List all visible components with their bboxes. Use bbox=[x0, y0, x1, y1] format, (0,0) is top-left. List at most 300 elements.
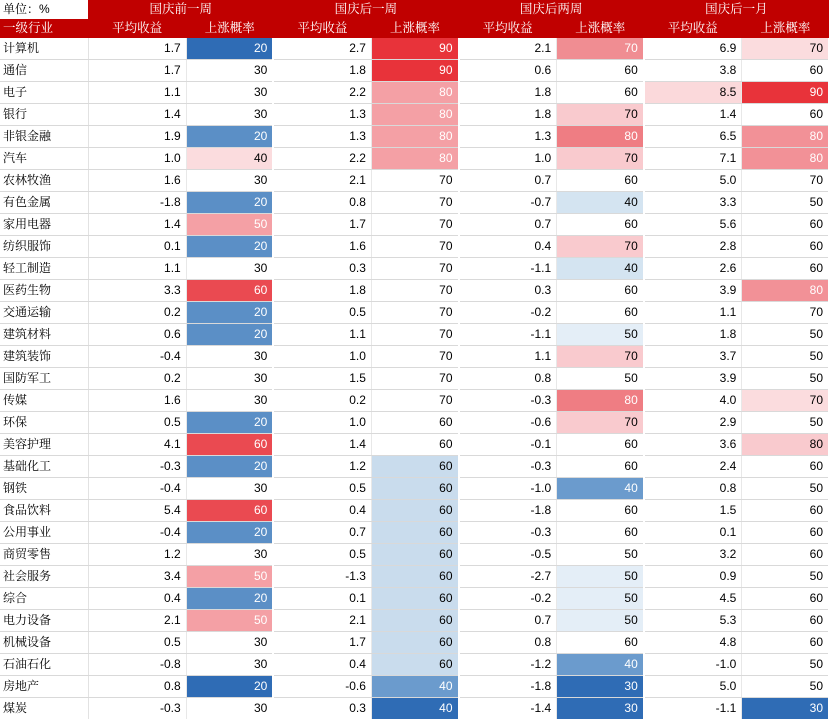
prob-cell: 60 bbox=[557, 632, 644, 654]
value-cell: -0.2 bbox=[459, 302, 557, 324]
prob-cell: 70 bbox=[557, 104, 644, 126]
industry-name: 医药生物 bbox=[0, 280, 88, 302]
group-title-2: 国庆后两周 bbox=[459, 0, 644, 19]
prob-cell: 30 bbox=[742, 698, 829, 719]
value-cell: 0.5 bbox=[273, 544, 371, 566]
prob-cell: 30 bbox=[186, 82, 273, 104]
value-cell: 1.5 bbox=[644, 500, 742, 522]
prob-cell: 60 bbox=[557, 82, 644, 104]
value-cell: 0.7 bbox=[459, 214, 557, 236]
prob-cell: 60 bbox=[742, 456, 829, 478]
value-cell: 0.2 bbox=[88, 368, 186, 390]
prob-cell: 30 bbox=[186, 258, 273, 280]
value-cell: 1.2 bbox=[88, 544, 186, 566]
value-cell: 0.4 bbox=[88, 588, 186, 610]
industry-name: 轻工制造 bbox=[0, 258, 88, 280]
value-cell: -0.3 bbox=[459, 390, 557, 412]
value-cell: 3.2 bbox=[644, 544, 742, 566]
value-cell: 1.8 bbox=[459, 82, 557, 104]
value-cell: 1.8 bbox=[459, 104, 557, 126]
prob-cell: 60 bbox=[742, 610, 829, 632]
value-cell: -1.2 bbox=[459, 654, 557, 676]
value-cell: -0.3 bbox=[459, 456, 557, 478]
table-row bbox=[0, 390, 829, 412]
prob-cell: 30 bbox=[186, 170, 273, 192]
industry-name: 计算机 bbox=[0, 38, 88, 60]
prob-cell: 70 bbox=[371, 170, 458, 192]
industry-name: 钢铁 bbox=[0, 478, 88, 500]
value-cell: 5.0 bbox=[644, 170, 742, 192]
value-cell: 3.3 bbox=[88, 280, 186, 302]
industry-name: 煤炭 bbox=[0, 698, 88, 719]
industry-name: 石油石化 bbox=[0, 654, 88, 676]
value-cell: -1.4 bbox=[459, 698, 557, 719]
industry-name: 国防军工 bbox=[0, 368, 88, 390]
value-cell: -1.0 bbox=[459, 478, 557, 500]
value-cell: 1.4 bbox=[88, 214, 186, 236]
prob-cell: 60 bbox=[371, 434, 458, 456]
value-cell: -0.2 bbox=[459, 588, 557, 610]
prob-cell: 60 bbox=[557, 280, 644, 302]
prob-cell: 70 bbox=[742, 38, 829, 60]
value-cell: 4.5 bbox=[644, 588, 742, 610]
prob-cell: 20 bbox=[186, 676, 273, 698]
value-cell: 3.6 bbox=[644, 434, 742, 456]
table-row bbox=[0, 698, 829, 719]
unit-label: 单位：% bbox=[0, 0, 88, 19]
value-cell: 0.4 bbox=[273, 500, 371, 522]
value-cell: -0.1 bbox=[459, 434, 557, 456]
table-row bbox=[0, 126, 829, 148]
value-cell: 0.5 bbox=[273, 302, 371, 324]
prob-cell: 20 bbox=[186, 324, 273, 346]
value-cell: 0.5 bbox=[273, 478, 371, 500]
value-cell: 1.4 bbox=[88, 104, 186, 126]
prob-cell: 70 bbox=[742, 170, 829, 192]
value-cell: 7.1 bbox=[644, 148, 742, 170]
table-row bbox=[0, 412, 829, 434]
prob-cell: 60 bbox=[742, 588, 829, 610]
prob-cell: 40 bbox=[557, 192, 644, 214]
industry-name: 公用事业 bbox=[0, 522, 88, 544]
value-cell: 5.0 bbox=[644, 676, 742, 698]
prob-cell: 70 bbox=[371, 236, 458, 258]
prob-cell: 50 bbox=[557, 544, 644, 566]
prob-cell: 40 bbox=[371, 698, 458, 719]
group-title-0: 国庆前一周 bbox=[88, 0, 273, 19]
value-cell: 0.8 bbox=[88, 676, 186, 698]
value-cell: -0.4 bbox=[88, 522, 186, 544]
value-cell: 1.4 bbox=[644, 104, 742, 126]
value-cell: -1.1 bbox=[459, 324, 557, 346]
table-row bbox=[0, 478, 829, 500]
table-row bbox=[0, 346, 829, 368]
prob-cell: 60 bbox=[742, 104, 829, 126]
table-row bbox=[0, 302, 829, 324]
prob-cell: 60 bbox=[557, 170, 644, 192]
prob-cell: 60 bbox=[742, 60, 829, 82]
value-cell: 3.9 bbox=[644, 368, 742, 390]
table-row bbox=[0, 104, 829, 126]
prob-cell: 50 bbox=[742, 566, 829, 588]
value-cell: 3.7 bbox=[644, 346, 742, 368]
prob-cell: 50 bbox=[742, 412, 829, 434]
value-cell: 0.8 bbox=[459, 632, 557, 654]
prob-cell: 80 bbox=[371, 82, 458, 104]
industry-name: 汽车 bbox=[0, 148, 88, 170]
column-header-industry: 一级行业 bbox=[0, 19, 88, 38]
value-cell: 5.4 bbox=[88, 500, 186, 522]
prob-cell: 90 bbox=[371, 38, 458, 60]
prob-cell: 70 bbox=[371, 324, 458, 346]
value-cell: 6.5 bbox=[644, 126, 742, 148]
prob-cell: 70 bbox=[742, 302, 829, 324]
table-row bbox=[0, 500, 829, 522]
value-cell: 0.8 bbox=[644, 478, 742, 500]
prob-cell: 60 bbox=[371, 478, 458, 500]
value-cell: 0.2 bbox=[273, 390, 371, 412]
prob-cell: 50 bbox=[186, 566, 273, 588]
value-cell: 0.6 bbox=[459, 60, 557, 82]
value-cell: 0.5 bbox=[88, 412, 186, 434]
industry-name: 传媒 bbox=[0, 390, 88, 412]
value-cell: 1.1 bbox=[644, 302, 742, 324]
value-cell: 0.1 bbox=[644, 522, 742, 544]
table-row bbox=[0, 38, 829, 60]
value-cell: -1.1 bbox=[644, 698, 742, 719]
value-cell: 1.6 bbox=[88, 390, 186, 412]
prob-cell: 60 bbox=[557, 302, 644, 324]
prob-cell: 60 bbox=[371, 456, 458, 478]
table-row bbox=[0, 280, 829, 302]
prob-cell: 50 bbox=[742, 478, 829, 500]
value-cell: -0.6 bbox=[273, 676, 371, 698]
prob-cell: 50 bbox=[742, 676, 829, 698]
group-title-1: 国庆后一周 bbox=[273, 0, 458, 19]
table-row bbox=[0, 522, 829, 544]
prob-cell: 60 bbox=[371, 610, 458, 632]
prob-cell: 70 bbox=[371, 302, 458, 324]
prob-cell: 30 bbox=[186, 632, 273, 654]
value-cell: 0.3 bbox=[273, 698, 371, 719]
column-header-prob-1: 上涨概率 bbox=[371, 19, 458, 38]
prob-cell: 50 bbox=[742, 192, 829, 214]
value-cell: 0.2 bbox=[88, 302, 186, 324]
prob-cell: 70 bbox=[557, 148, 644, 170]
value-cell: 1.6 bbox=[273, 236, 371, 258]
table-row bbox=[0, 60, 829, 82]
prob-cell: 80 bbox=[557, 126, 644, 148]
value-cell: 1.6 bbox=[88, 170, 186, 192]
column-header-prob-2: 上涨概率 bbox=[557, 19, 644, 38]
value-cell: 2.1 bbox=[273, 170, 371, 192]
value-cell: 1.4 bbox=[273, 434, 371, 456]
value-cell: -0.7 bbox=[459, 192, 557, 214]
prob-cell: 20 bbox=[186, 412, 273, 434]
table-row bbox=[0, 148, 829, 170]
value-cell: -0.5 bbox=[459, 544, 557, 566]
value-cell: -0.8 bbox=[88, 654, 186, 676]
value-cell: 1.1 bbox=[88, 258, 186, 280]
prob-cell: 70 bbox=[371, 280, 458, 302]
prob-cell: 30 bbox=[186, 478, 273, 500]
prob-cell: 50 bbox=[557, 610, 644, 632]
value-cell: 2.2 bbox=[273, 82, 371, 104]
prob-cell: 20 bbox=[186, 522, 273, 544]
prob-cell: 30 bbox=[186, 346, 273, 368]
prob-cell: 50 bbox=[186, 610, 273, 632]
prob-cell: 70 bbox=[557, 346, 644, 368]
prob-cell: 60 bbox=[371, 632, 458, 654]
value-cell: 0.5 bbox=[88, 632, 186, 654]
table-row bbox=[0, 170, 829, 192]
prob-cell: 80 bbox=[557, 390, 644, 412]
prob-cell: 60 bbox=[742, 236, 829, 258]
value-cell: 1.2 bbox=[273, 456, 371, 478]
prob-cell: 60 bbox=[186, 434, 273, 456]
table-body bbox=[0, 38, 829, 719]
prob-cell: 30 bbox=[186, 390, 273, 412]
value-cell: 3.9 bbox=[644, 280, 742, 302]
prob-cell: 40 bbox=[557, 258, 644, 280]
value-cell: 1.7 bbox=[273, 214, 371, 236]
value-cell: 1.5 bbox=[273, 368, 371, 390]
prob-cell: 20 bbox=[186, 302, 273, 324]
prob-cell: 70 bbox=[742, 390, 829, 412]
prob-cell: 50 bbox=[557, 368, 644, 390]
value-cell: 0.3 bbox=[459, 280, 557, 302]
value-cell: 2.7 bbox=[273, 38, 371, 60]
value-cell: 0.8 bbox=[273, 192, 371, 214]
industry-name: 交通运输 bbox=[0, 302, 88, 324]
table-row bbox=[0, 214, 829, 236]
value-cell: 0.7 bbox=[459, 170, 557, 192]
industry-name: 基础化工 bbox=[0, 456, 88, 478]
prob-cell: 50 bbox=[557, 588, 644, 610]
group-title-3: 国庆后一月 bbox=[644, 0, 829, 19]
value-cell: -1.8 bbox=[88, 192, 186, 214]
value-cell: 1.3 bbox=[459, 126, 557, 148]
industry-name: 机械设备 bbox=[0, 632, 88, 654]
value-cell: -0.3 bbox=[88, 456, 186, 478]
prob-cell: 60 bbox=[742, 214, 829, 236]
prob-cell: 20 bbox=[186, 126, 273, 148]
value-cell: 0.8 bbox=[459, 368, 557, 390]
value-cell: -0.6 bbox=[459, 412, 557, 434]
value-cell: 1.9 bbox=[88, 126, 186, 148]
column-header-row bbox=[0, 19, 829, 38]
column-header-value-2: 平均收益 bbox=[459, 19, 557, 38]
value-cell: 6.9 bbox=[644, 38, 742, 60]
group-header-row bbox=[0, 0, 829, 19]
prob-cell: 60 bbox=[371, 566, 458, 588]
value-cell: -0.3 bbox=[88, 698, 186, 719]
industry-name: 纺织服饰 bbox=[0, 236, 88, 258]
prob-cell: 90 bbox=[742, 82, 829, 104]
industry-name: 电子 bbox=[0, 82, 88, 104]
value-cell: 4.0 bbox=[644, 390, 742, 412]
value-cell: 1.1 bbox=[273, 324, 371, 346]
prob-cell: 60 bbox=[742, 632, 829, 654]
table-row bbox=[0, 192, 829, 214]
value-cell: -1.1 bbox=[459, 258, 557, 280]
value-cell: 0.1 bbox=[88, 236, 186, 258]
prob-cell: 70 bbox=[371, 258, 458, 280]
prob-cell: 30 bbox=[186, 368, 273, 390]
industry-name: 综合 bbox=[0, 588, 88, 610]
value-cell: 2.1 bbox=[273, 610, 371, 632]
value-cell: -2.7 bbox=[459, 566, 557, 588]
value-cell: 1.7 bbox=[88, 60, 186, 82]
value-cell: 1.8 bbox=[273, 280, 371, 302]
prob-cell: 20 bbox=[186, 38, 273, 60]
prob-cell: 50 bbox=[186, 214, 273, 236]
value-cell: 2.9 bbox=[644, 412, 742, 434]
prob-cell: 60 bbox=[742, 258, 829, 280]
value-cell: 3.3 bbox=[644, 192, 742, 214]
table-row bbox=[0, 566, 829, 588]
value-cell: 1.8 bbox=[273, 60, 371, 82]
industry-name: 商贸零售 bbox=[0, 544, 88, 566]
prob-cell: 20 bbox=[186, 192, 273, 214]
value-cell: -0.4 bbox=[88, 346, 186, 368]
value-cell: 0.6 bbox=[88, 324, 186, 346]
column-header-prob-0: 上涨概率 bbox=[186, 19, 273, 38]
table-row bbox=[0, 82, 829, 104]
table-row bbox=[0, 258, 829, 280]
value-cell: 3.8 bbox=[644, 60, 742, 82]
industry-name: 建筑材料 bbox=[0, 324, 88, 346]
value-cell: 2.1 bbox=[459, 38, 557, 60]
table-row bbox=[0, 676, 829, 698]
industry-name: 食品饮料 bbox=[0, 500, 88, 522]
value-cell: 1.0 bbox=[273, 346, 371, 368]
value-cell: 2.4 bbox=[644, 456, 742, 478]
prob-cell: 60 bbox=[742, 522, 829, 544]
prob-cell: 80 bbox=[742, 148, 829, 170]
value-cell: 1.3 bbox=[273, 126, 371, 148]
prob-cell: 70 bbox=[371, 214, 458, 236]
value-cell: -0.4 bbox=[88, 478, 186, 500]
prob-cell: 70 bbox=[371, 368, 458, 390]
prob-cell: 20 bbox=[186, 588, 273, 610]
industry-name: 通信 bbox=[0, 60, 88, 82]
table-row bbox=[0, 434, 829, 456]
prob-cell: 70 bbox=[371, 192, 458, 214]
prob-cell: 60 bbox=[557, 60, 644, 82]
value-cell: 2.1 bbox=[88, 610, 186, 632]
prob-cell: 80 bbox=[371, 148, 458, 170]
value-cell: 1.7 bbox=[88, 38, 186, 60]
prob-cell: 60 bbox=[557, 500, 644, 522]
table-row bbox=[0, 324, 829, 346]
industry-name: 银行 bbox=[0, 104, 88, 126]
prob-cell: 60 bbox=[742, 544, 829, 566]
prob-cell: 60 bbox=[557, 522, 644, 544]
prob-cell: 70 bbox=[557, 412, 644, 434]
value-cell: 0.9 bbox=[644, 566, 742, 588]
industry-name: 美容护理 bbox=[0, 434, 88, 456]
table-row bbox=[0, 610, 829, 632]
value-cell: 1.0 bbox=[273, 412, 371, 434]
column-header-value-0: 平均收益 bbox=[88, 19, 186, 38]
prob-cell: 50 bbox=[742, 654, 829, 676]
prob-cell: 70 bbox=[371, 346, 458, 368]
industry-name: 社会服务 bbox=[0, 566, 88, 588]
industry-name: 环保 bbox=[0, 412, 88, 434]
prob-cell: 60 bbox=[557, 214, 644, 236]
prob-cell: 70 bbox=[557, 236, 644, 258]
value-cell: 1.3 bbox=[273, 104, 371, 126]
value-cell: 2.8 bbox=[644, 236, 742, 258]
column-header-value-3: 平均收益 bbox=[644, 19, 742, 38]
prob-cell: 50 bbox=[742, 368, 829, 390]
industry-name: 有色金属 bbox=[0, 192, 88, 214]
column-header-value-1: 平均收益 bbox=[273, 19, 371, 38]
prob-cell: 70 bbox=[371, 390, 458, 412]
prob-cell: 60 bbox=[186, 280, 273, 302]
value-cell: 1.7 bbox=[273, 632, 371, 654]
prob-cell: 60 bbox=[186, 500, 273, 522]
prob-cell: 40 bbox=[371, 676, 458, 698]
table-row bbox=[0, 632, 829, 654]
prob-cell: 60 bbox=[557, 434, 644, 456]
prob-cell: 30 bbox=[557, 676, 644, 698]
value-cell: 0.4 bbox=[273, 654, 371, 676]
table-row bbox=[0, 544, 829, 566]
value-cell: -0.3 bbox=[459, 522, 557, 544]
prob-cell: 60 bbox=[371, 412, 458, 434]
industry-name: 房地产 bbox=[0, 676, 88, 698]
prob-cell: 60 bbox=[557, 456, 644, 478]
value-cell: -1.0 bbox=[644, 654, 742, 676]
industry-name: 非银金融 bbox=[0, 126, 88, 148]
value-cell: -1.8 bbox=[459, 500, 557, 522]
prob-cell: 20 bbox=[186, 236, 273, 258]
prob-cell: 20 bbox=[186, 456, 273, 478]
column-header-prob-3: 上涨概率 bbox=[742, 19, 829, 38]
value-cell: 0.7 bbox=[273, 522, 371, 544]
value-cell: 0.3 bbox=[273, 258, 371, 280]
value-cell: -1.8 bbox=[459, 676, 557, 698]
industry-name: 农林牧渔 bbox=[0, 170, 88, 192]
prob-cell: 60 bbox=[371, 522, 458, 544]
value-cell: 1.0 bbox=[459, 148, 557, 170]
value-cell: 0.4 bbox=[459, 236, 557, 258]
value-cell: 1.8 bbox=[644, 324, 742, 346]
table-row bbox=[0, 236, 829, 258]
value-cell: 3.4 bbox=[88, 566, 186, 588]
table-row bbox=[0, 368, 829, 390]
table-row bbox=[0, 654, 829, 676]
industry-name: 家用电器 bbox=[0, 214, 88, 236]
prob-cell: 80 bbox=[742, 434, 829, 456]
value-cell: 4.8 bbox=[644, 632, 742, 654]
value-cell: 0.7 bbox=[459, 610, 557, 632]
prob-cell: 30 bbox=[186, 698, 273, 719]
prob-cell: 30 bbox=[186, 60, 273, 82]
value-cell: -1.3 bbox=[273, 566, 371, 588]
prob-cell: 40 bbox=[186, 148, 273, 170]
value-cell: 1.0 bbox=[88, 148, 186, 170]
table-row bbox=[0, 588, 829, 610]
prob-cell: 50 bbox=[742, 324, 829, 346]
prob-cell: 60 bbox=[371, 654, 458, 676]
prob-cell: 70 bbox=[557, 38, 644, 60]
prob-cell: 80 bbox=[371, 104, 458, 126]
prob-cell: 60 bbox=[371, 588, 458, 610]
value-cell: 2.2 bbox=[273, 148, 371, 170]
